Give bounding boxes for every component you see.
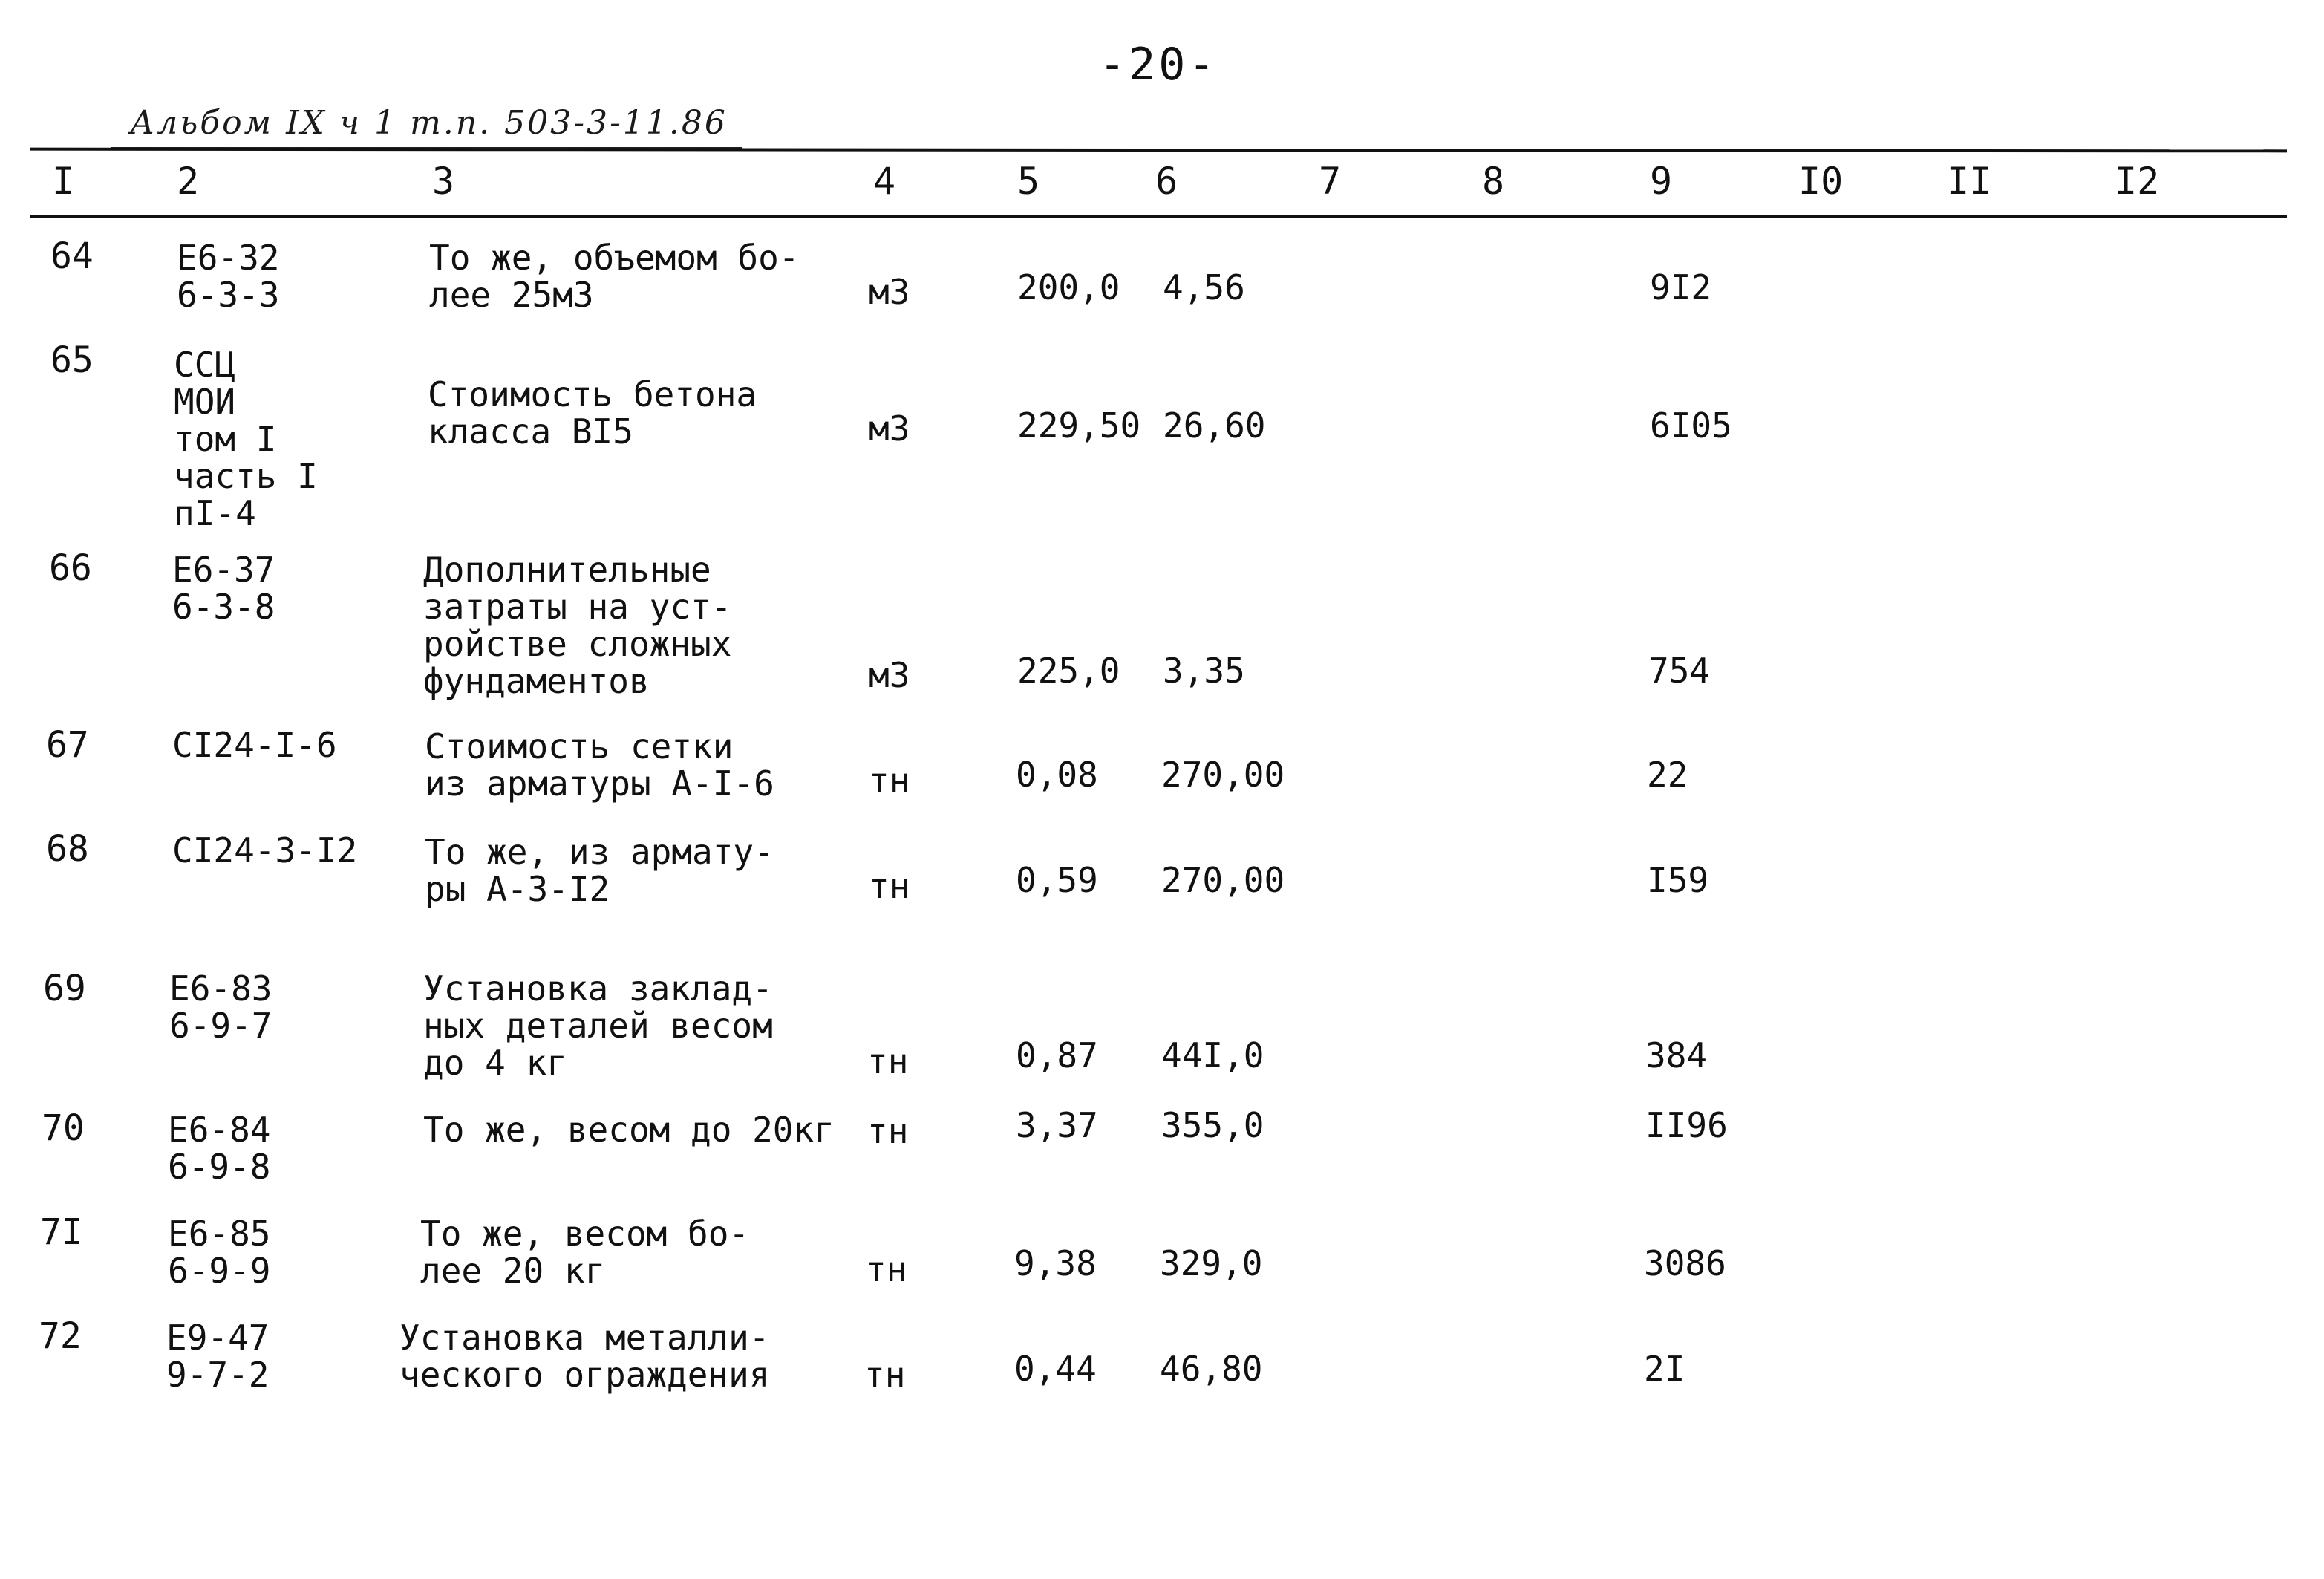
row-quantity: 225,0: [1017, 651, 1120, 691]
row-unit: м3: [869, 655, 910, 695]
handwritten-album-note: Альбом IX ч 1 т.п. 503-3-11.86: [130, 104, 728, 142]
header-bottom-rule: [30, 215, 2287, 218]
row-number: 70: [42, 1107, 85, 1149]
row-unit-price: 4,56: [1163, 267, 1245, 307]
row-code: CI24-3-I2: [172, 830, 358, 870]
row-number: 69: [43, 968, 86, 1009]
column-header-12: I2: [2115, 160, 2160, 203]
column-header-9: 9: [1650, 160, 1673, 203]
row-total: II96: [1645, 1105, 1728, 1145]
row-unit: м3: [869, 408, 910, 449]
row-unit: тн: [864, 1355, 906, 1395]
row-description: Дополнительные затраты на уст- ройстве сложных фундаментов: [423, 550, 732, 701]
row-code: Е6-85 6-9-9: [168, 1214, 271, 1291]
row-unit-price: 270,00: [1161, 860, 1285, 900]
row-quantity: 0,59: [1016, 860, 1098, 900]
row-code: ССЦ МОИ том I часть I пI-4: [174, 345, 318, 533]
row-quantity: 0,87: [1016, 1035, 1098, 1075]
row-unit: м3: [869, 272, 910, 312]
column-header-11: II: [1947, 160, 1992, 203]
row-description: То же, объемом бо- лее 25м3: [429, 238, 800, 315]
row-unit: тн: [867, 1111, 909, 1151]
column-header-4: 4: [873, 160, 896, 203]
page-number: -20-: [1099, 39, 1218, 91]
row-code: Е6-84 6-9-8: [168, 1110, 271, 1187]
row-unit: тн: [869, 761, 910, 801]
row-unit-price: 44I,0: [1161, 1035, 1264, 1075]
row-description: То же, весом бо- лее 20 кг: [420, 1214, 750, 1291]
row-code: Е6-32 6-3-3: [177, 238, 280, 315]
row-number: 72: [39, 1315, 82, 1357]
header-top-rule: [30, 148, 2287, 153]
row-number: 64: [50, 235, 94, 277]
row-unit-price: 355,0: [1161, 1105, 1264, 1145]
row-description: Стоимость сетки из арматуры А-I-6: [425, 726, 774, 804]
row-number: 7I: [40, 1211, 83, 1253]
row-code: CI24-I-6: [172, 725, 337, 765]
row-description: Установка заклад- ных деталей весом до 4 кг: [423, 968, 773, 1083]
row-code: Е6-37 6-3-8: [172, 550, 275, 627]
row-total: 22: [1647, 755, 1688, 795]
row-total: 3086: [1644, 1243, 1726, 1283]
row-total: 754: [1648, 651, 1711, 691]
column-header-3: 3: [432, 160, 455, 203]
row-total: 2I: [1644, 1349, 1685, 1389]
column-header-8: 8: [1482, 160, 1505, 203]
column-header-2: 2: [177, 160, 200, 203]
row-description: Стоимость бетона класса BI5: [428, 374, 757, 452]
column-header-1: I: [52, 160, 75, 203]
row-unit-price: 270,00: [1161, 755, 1285, 795]
row-number: 65: [50, 339, 94, 381]
row-quantity: 0,08: [1016, 755, 1098, 795]
column-header-6: 6: [1155, 160, 1178, 203]
row-number: 67: [46, 724, 89, 766]
row-unit-price: 26,60: [1163, 406, 1266, 446]
row-quantity: 229,50: [1017, 406, 1141, 446]
row-code: Е6-83 6-9-7: [169, 968, 272, 1046]
row-unit: тн: [869, 866, 910, 906]
row-code: Е9-47 9-7-2: [166, 1318, 270, 1395]
row-quantity: 0,44: [1014, 1349, 1097, 1389]
row-quantity: 3,37: [1016, 1105, 1098, 1145]
row-description: То же, весом до 20кг: [423, 1110, 835, 1150]
row-total: 9I2: [1650, 267, 1712, 307]
column-header-7: 7: [1319, 160, 1342, 203]
row-unit: тн: [867, 1041, 909, 1081]
row-number: 68: [46, 828, 89, 870]
row-unit: тн: [866, 1249, 907, 1289]
row-description: То же, из армату- ры А-3-I2: [425, 832, 774, 909]
row-total: 384: [1645, 1035, 1708, 1075]
row-unit-price: 329,0: [1160, 1243, 1263, 1283]
row-description: Установка металли- ческого ограждения: [399, 1318, 770, 1395]
row-quantity: 200,0: [1017, 267, 1120, 307]
column-header-10: I0: [1798, 160, 1844, 203]
row-unit-price: 46,80: [1160, 1349, 1263, 1389]
row-number: 66: [49, 547, 92, 589]
row-total: I59: [1647, 860, 1709, 900]
row-total: 6I05: [1650, 406, 1732, 446]
row-unit-price: 3,35: [1163, 651, 1245, 691]
row-quantity: 9,38: [1014, 1243, 1097, 1283]
column-header-5: 5: [1017, 160, 1040, 203]
